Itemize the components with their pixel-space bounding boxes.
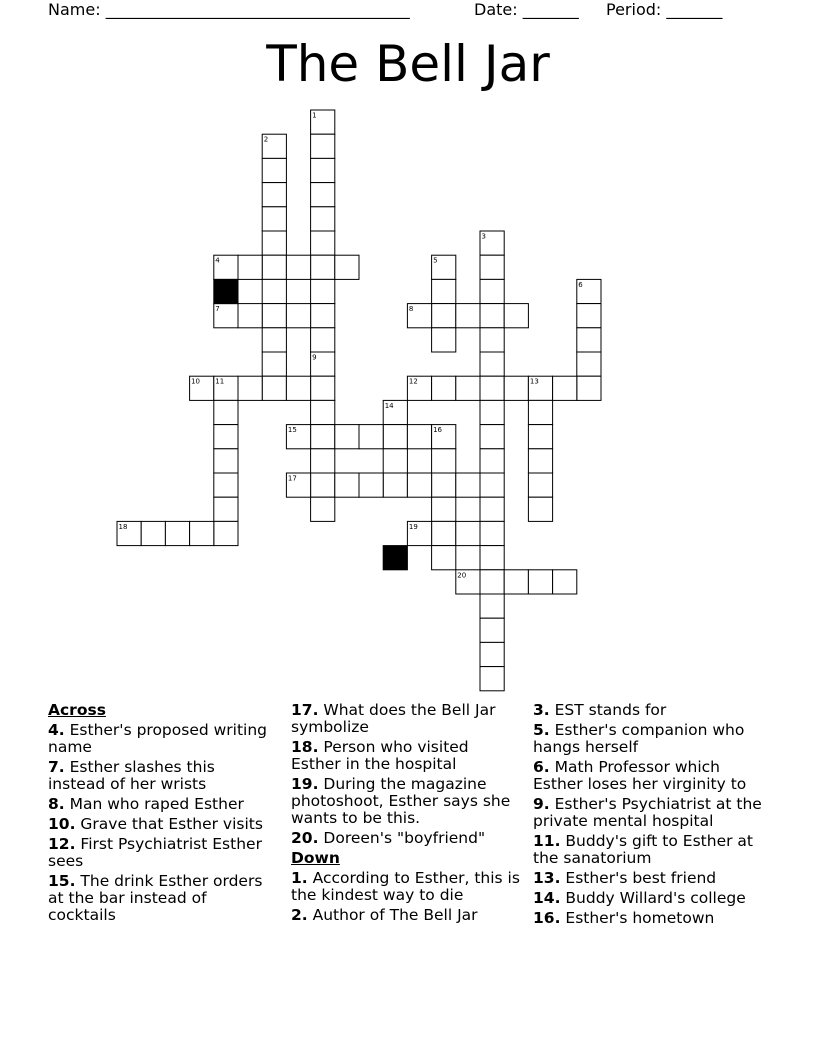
period-label: Period: [606,0,662,19]
grid-cell[interactable] [214,255,238,279]
grid-cell[interactable] [432,255,456,279]
grid-cell[interactable] [407,425,431,449]
grid-cell[interactable] [311,400,335,424]
grid-cell[interactable] [262,352,286,376]
grid-cell[interactable] [456,570,480,594]
clue-number: 1. [291,869,308,887]
grid-cell[interactable] [480,497,504,521]
grid-cell[interactable] [311,279,335,303]
clue-item [533,759,773,793]
grid-cell[interactable] [432,376,456,400]
grid-cell[interactable] [407,304,431,328]
cell-number: 7 [215,305,220,314]
cell-number: 18 [118,522,128,531]
clue-number: 9. [533,795,550,813]
clue-item [533,796,773,830]
grid-cell[interactable] [238,255,262,279]
grid-cell[interactable] [528,570,552,594]
grid-cell[interactable] [480,667,504,691]
date-blank[interactable]: _______ [522,0,579,19]
grid-cell[interactable] [262,328,286,352]
grid-cell[interactable] [480,279,504,303]
clue-item [48,759,276,793]
grid-cell[interactable] [262,255,286,279]
cell-number: 17 [287,474,297,483]
clue-number: 3. [533,701,550,719]
clue-number: 10. [48,815,76,833]
cell-number: 15 [287,426,297,435]
grid-cell[interactable] [311,425,335,449]
clue-item [533,833,773,867]
grid-cell[interactable] [504,304,528,328]
grid-cell[interactable] [238,376,262,400]
cell-number: 8 [408,305,414,314]
cell-number: 19 [408,522,418,531]
clue-number: 15. [48,872,76,890]
period-blank[interactable]: _______ [666,0,723,19]
grid-cell[interactable] [480,328,504,352]
grid-cell[interactable] [262,304,286,328]
grid-cell[interactable] [480,400,504,424]
grid-cell[interactable] [407,521,431,545]
page-title: The Bell Jar [266,35,550,93]
clue-number: 2. [291,906,308,924]
grid-cell[interactable] [262,183,286,207]
clue-item [291,830,523,847]
black-cell [383,546,407,570]
clue-number: 5. [533,721,550,739]
cell-number: 2 [263,135,269,144]
grid-cell[interactable] [311,376,335,400]
grid-cell[interactable] [480,642,504,666]
cell-number: 4 [215,256,220,265]
cell-number: 12 [408,377,418,386]
grid-cell[interactable] [432,521,456,545]
clue-number: 17. [291,701,319,719]
cell-number: 3 [481,232,486,241]
date-field[interactable] [474,0,579,20]
grid-cell[interactable] [311,304,335,328]
name-label: Name: [48,0,101,19]
grid-cell[interactable] [214,376,238,400]
grid-cell[interactable] [432,546,456,570]
clue-number: 14. [533,889,561,907]
grid-cell[interactable] [480,618,504,642]
grid-cell[interactable] [262,231,286,255]
grid-cell[interactable] [480,376,504,400]
grid-cell[interactable] [480,231,504,255]
grid-cell[interactable] [311,183,335,207]
clue-item [533,910,773,927]
clue-text: EST stands for [554,701,667,719]
grid-cell[interactable] [432,328,456,352]
cell-number: 11 [215,377,225,386]
grid-cell[interactable] [262,158,286,182]
clue-text: Grave that Esther visits [80,815,263,833]
grid-cell[interactable] [311,352,335,376]
clue-item [291,776,523,827]
grid-cell[interactable] [480,304,504,328]
grid-cell[interactable] [504,570,528,594]
clue-number: 19. [291,775,319,793]
grid-cell[interactable] [480,352,504,376]
grid-cell[interactable] [383,449,407,473]
grid-cell[interactable] [141,521,165,545]
cell-number: 10 [191,377,201,386]
grid-cell[interactable] [407,473,431,497]
clue-text: Man who raped Esther [69,795,244,813]
clue-text: Esther's hometown [565,909,715,927]
grid-cell[interactable] [553,570,577,594]
cell-number: 20 [457,571,467,580]
cell-number: 16 [433,426,443,435]
grid-cell[interactable] [504,376,528,400]
clue-text: Esther's companion who hangs herself [533,721,745,756]
grid-cell[interactable] [528,400,552,424]
cell-number: 5 [433,256,438,265]
grid-cell[interactable] [528,425,552,449]
grid-cell[interactable] [456,521,480,545]
grid-cell[interactable] [214,449,238,473]
down-heading: Down [291,849,340,867]
grid-cell[interactable] [456,376,480,400]
cell-number: 6 [578,280,583,289]
clue-item [533,702,773,719]
grid-cell[interactable] [383,425,407,449]
grid-cell[interactable] [190,521,214,545]
grid-cell[interactable] [238,304,262,328]
clue-text: First Psychiatrist Esther sees [48,835,262,870]
clue-text: Buddy's gift to Esther at the sanatorium [533,832,753,867]
clue-item [48,836,276,870]
clue-number: 11. [533,832,561,850]
clue-item [533,722,773,756]
clue-item [291,739,523,773]
grid-cell[interactable] [165,521,189,545]
grid-cell[interactable] [553,376,577,400]
grid-cell[interactable] [359,425,383,449]
grid-cell[interactable] [214,400,238,424]
grid-cell[interactable] [117,521,141,545]
across-heading: Across [48,701,106,719]
grid-cell[interactable] [335,473,359,497]
grid-cell[interactable] [311,328,335,352]
grid-cell[interactable] [335,425,359,449]
grid-cell[interactable] [432,279,456,303]
grid-cell[interactable] [480,473,504,497]
clue-column-1 [48,702,276,927]
clue-number: 7. [48,758,65,776]
grid-cell[interactable] [311,497,335,521]
clue-item [48,816,276,833]
grid-cell[interactable] [214,304,238,328]
cell-number: 13 [529,377,539,386]
grid-cell[interactable] [528,376,552,400]
grid-cell[interactable] [311,473,335,497]
cell-number: 1 [312,111,317,120]
grid-cell[interactable] [577,328,601,352]
grid-cell[interactable] [577,304,601,328]
clue-text: Buddy Willard's college [565,889,746,907]
grid-cell[interactable] [577,279,601,303]
grid-cell[interactable] [311,134,335,158]
clue-item [48,873,276,924]
clue-item [533,890,773,907]
grid-cell[interactable] [262,207,286,231]
clue-number: 13. [533,869,561,887]
grid-cell[interactable] [456,473,480,497]
grid-cell[interactable] [286,473,310,497]
clue-item [48,722,276,756]
clue-text: During the magazine photoshoot, Esther says she wants to be this. [291,775,511,827]
grid-cell[interactable] [577,376,601,400]
clue-item [291,870,523,904]
grid-cell[interactable] [528,449,552,473]
cell-number: 9 [312,353,317,362]
clue-number: 20. [291,829,319,847]
grid-cell[interactable] [286,376,310,400]
cell-number: 14 [384,401,394,410]
grid-cell[interactable] [432,425,456,449]
clue-text: Math Professor which Esther loses her virginity to [533,758,747,793]
grid-cell[interactable] [262,279,286,303]
grid-cell[interactable] [311,110,335,134]
clue-item [291,907,523,924]
clue-item [48,796,276,813]
grid-cell[interactable] [480,449,504,473]
clue-number: 4. [48,721,65,739]
grid-cell[interactable] [480,594,504,618]
grid-cell[interactable] [311,255,335,279]
grid-cell[interactable] [214,473,238,497]
clue-text: According to Esther, this is the kindest way to die [291,869,520,904]
grid-cell[interactable] [432,304,456,328]
grid-cell[interactable] [311,207,335,231]
clue-item [533,870,773,887]
clue-number: 6. [533,758,550,776]
grid-cell[interactable] [528,497,552,521]
clue-text: Esther slashes this instead of her wrists [48,758,215,793]
grid-cell[interactable] [286,255,310,279]
grid-cell[interactable] [214,425,238,449]
grid-cell[interactable] [311,449,335,473]
clue-text: Esther's Psychiatrist at the private mental hospital [533,795,762,830]
grid-cell[interactable] [528,473,552,497]
clue-text: Doreen's "boyfriend" [323,829,486,847]
name-blank[interactable]: ______________________________________ [105,0,410,19]
clue-text: What does the Bell Jar symbolize [291,701,496,736]
grid-cell[interactable] [286,304,310,328]
clue-number: 18. [291,738,319,756]
grid-cell[interactable] [480,255,504,279]
date-label: Date: [474,0,518,19]
clue-item [291,702,523,736]
grid-cell[interactable] [262,134,286,158]
clue-text: The drink Esther orders at the bar instead of cocktails [48,872,263,924]
grid-cell[interactable] [214,497,238,521]
name-field[interactable] [48,0,410,20]
grid-cell[interactable] [480,570,504,594]
period-field[interactable] [606,0,722,20]
black-cell [214,279,238,303]
clue-number: 12. [48,835,76,853]
clue-number: 8. [48,795,65,813]
clue-text: Esther's proposed writing name [48,721,268,756]
grid-cell[interactable] [214,521,238,545]
clue-text: Author of The Bell Jar [312,906,478,924]
grid-cell[interactable] [383,473,407,497]
grid-cell[interactable] [335,255,359,279]
grid-cell[interactable] [359,473,383,497]
grid-cell[interactable] [262,376,286,400]
grid-cell[interactable] [407,376,431,400]
grid-cell[interactable] [432,497,456,521]
clue-column-3 [533,702,773,930]
clue-text: Esther's best friend [565,869,717,887]
clue-number: 16. [533,909,561,927]
grid-cell[interactable] [432,449,456,473]
grid-cell[interactable] [383,400,407,424]
clue-column-2 [291,702,523,927]
grid-cell[interactable] [480,521,504,545]
grid-cell[interactable] [286,425,310,449]
grid-cell[interactable] [480,546,504,570]
clue-text: Person who visited Esther in the hospital [291,738,469,773]
grid-cell[interactable] [456,304,480,328]
grid-cell[interactable] [577,352,601,376]
grid-cell[interactable] [190,376,214,400]
grid-cell[interactable] [311,231,335,255]
grid-cell[interactable] [480,425,504,449]
grid-cell[interactable] [432,473,456,497]
grid-cell[interactable] [311,158,335,182]
